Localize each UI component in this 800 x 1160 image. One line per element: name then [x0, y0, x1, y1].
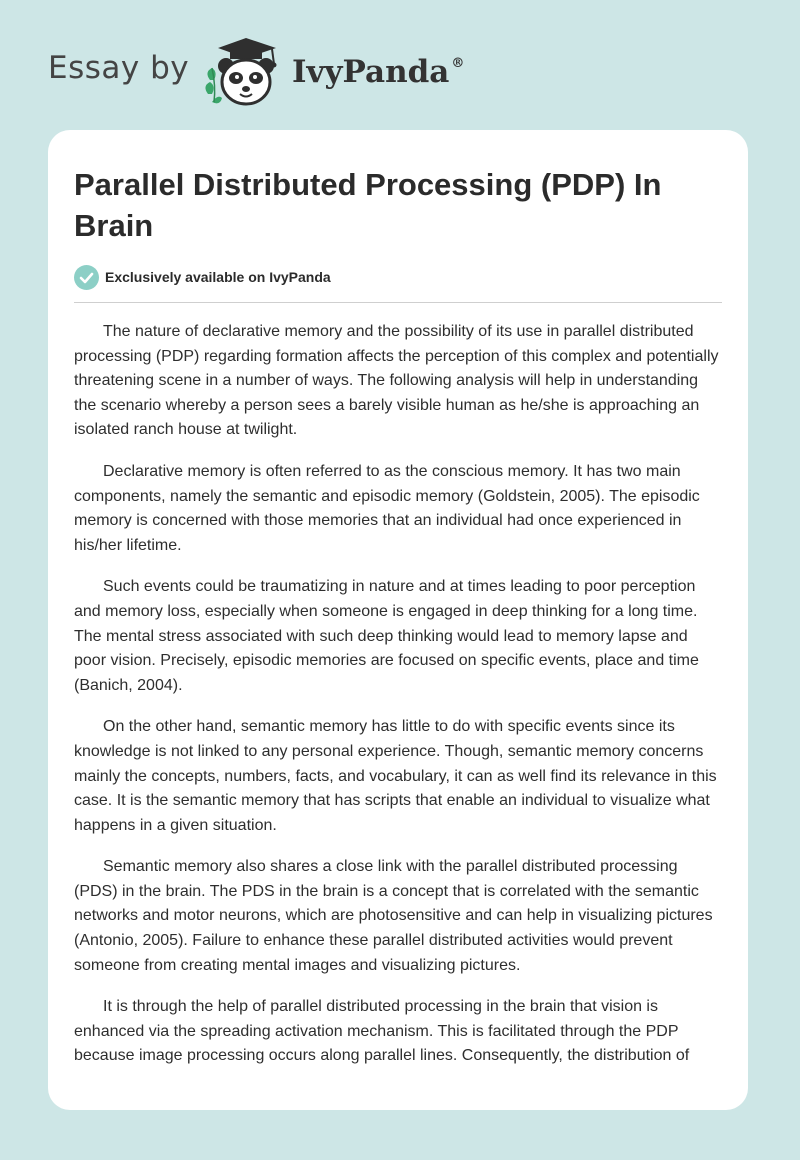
panda-graduate-logo-icon[interactable]: [200, 36, 292, 110]
brand-name[interactable]: IvyPanda ®: [292, 54, 465, 90]
paragraph: On the other hand, semantic memory has little to do with specific events since its knowledge is not linked to any personal experience. Though, semantic memory concerns mainly the concepts, numbers, facts, and vocabulary, it can as well find its relevance in this case. It is the semantic memory that has scripts that enable an individual to visualize what happens in a given situation.: [74, 718, 717, 834]
paragraph: Such events could be traumatizing in nature and at times leading to poor perception and memory loss, especially when someone is engaged in deep thinking for a long time. The mental stress associated with such deep thinking would lead to memory lapse and poor vision. Precisely, episodic memories are focused on specific events, place and time (Banich, 2004).: [74, 578, 699, 694]
registered-mark: ®: [451, 55, 465, 71]
article-card: [48, 130, 748, 1110]
paragraph: Semantic memory also shares a close link with the parallel distributed processing (PDS) in the brain. The PDS in the brain is a concept that is correlated with the semantic networks and motor neurons, which are photosensitive and can help in visualizing pictures (Antonio, 2005). Failure to enhance these parallel distributed activities would prevent someone from creating mental images and visualizing pictures.: [74, 858, 713, 974]
check-circle-icon: [74, 265, 99, 290]
badge-label: Exclusively available on IvyPanda: [105, 269, 331, 285]
paragraph: Declarative memory is often referred to as the conscious memory. It has two main components, namely the semantic and episodic memory (Goldstein, 2005). The episodic memory is concerned with those memories that an individual had once experienced in his/her lifetime.: [74, 462, 700, 554]
divider: [74, 302, 722, 303]
article-title: Parallel Distributed Processing (PDP) In Brain: [74, 167, 662, 243]
essay-by-label: Essay by: [48, 50, 190, 86]
paragraph: It is through the help of parallel distributed processing in the brain that vision is enhanced via the spreading activation mechanism. This is facilitated through the PDP because image processing occurs along parallel lines. Consequently, the distribution of: [74, 998, 690, 1065]
site-header: [0, 0, 800, 120]
paragraph: The nature of declarative memory and the possibility of its use in parallel distributed processing (PDP) regarding formation affects the perception of this complex and potentially threatening scene in a number of ways. The following analysis will help in understanding the scenario whereby a person sees a barely visible human as he/she is approaching an isolated ranch house at twilight.: [74, 323, 719, 439]
exclusive-badge: [74, 264, 331, 290]
article-body: [74, 320, 722, 1086]
